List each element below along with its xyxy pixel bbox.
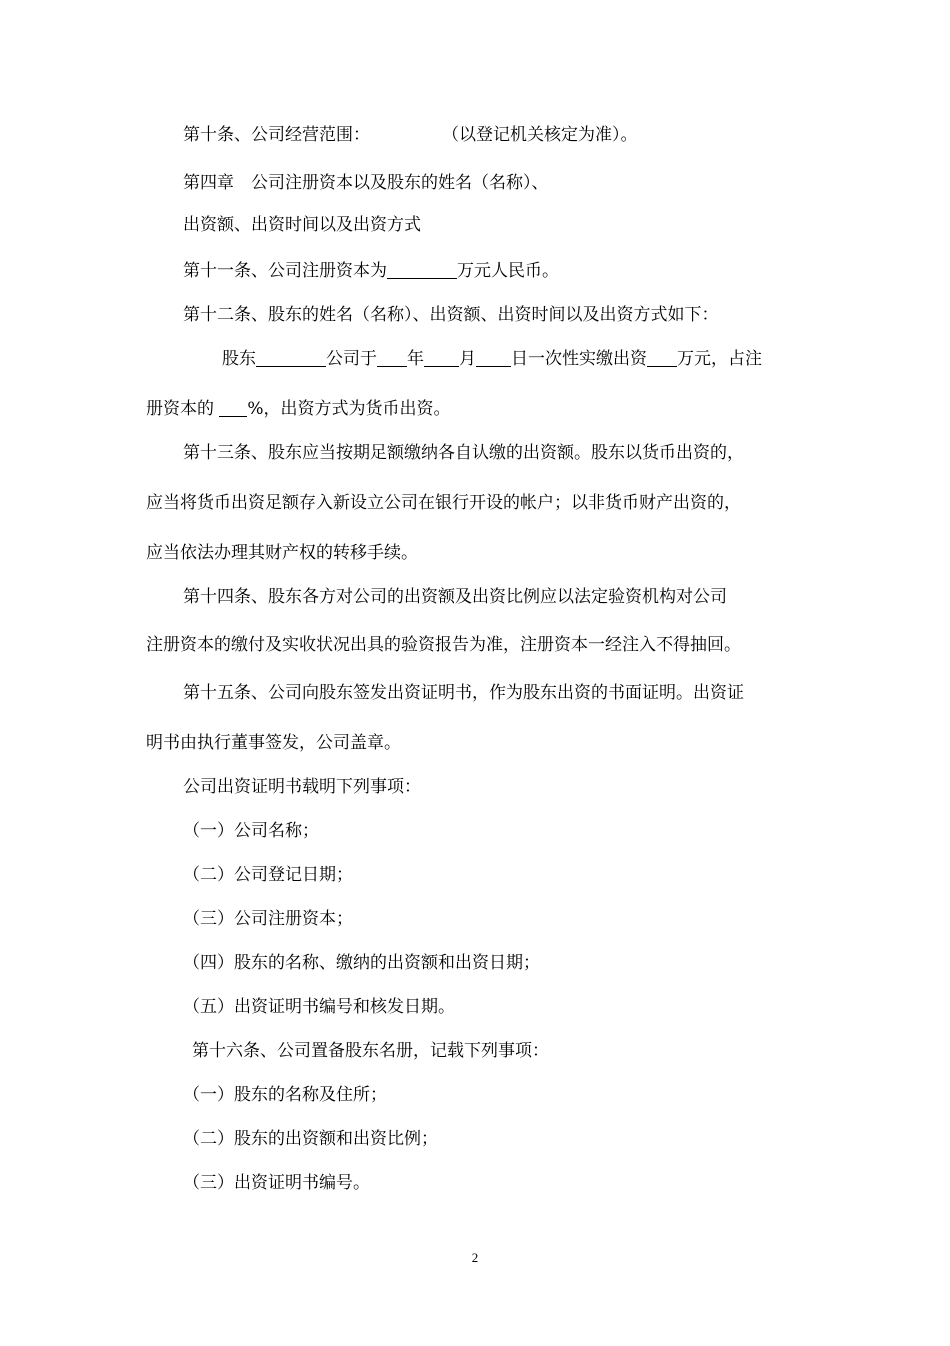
certificate-item: （四）股东的名称、缴纳的出资额和出资日期； [183, 953, 540, 973]
register-item: （三）出资证明书编号。 [183, 1173, 370, 1193]
month-text: 月 [459, 349, 476, 369]
article-10-label: 第十条、公司经营范围： [183, 125, 370, 145]
month-blank [424, 349, 459, 367]
percent-blank [219, 399, 247, 417]
article-11-post: 万元人民币。 [457, 261, 559, 281]
article-10-note: （以登记机关核定为准）。 [442, 125, 638, 145]
amount-blank [647, 349, 677, 367]
shareholder-name-blank [256, 349, 326, 367]
article-13-line2: 应当将货币出资足额存入新设立公司在银行开设的帐户；以非货币财产出资的， [146, 493, 741, 513]
year-blank [377, 349, 407, 367]
certificate-item: （三）公司注册资本； [183, 909, 353, 929]
certificate-item: （一）公司名称； [183, 821, 319, 841]
capital-amount-blank [387, 261, 457, 279]
certificate-item: （五）出资证明书编号和核发日期。 [183, 997, 455, 1017]
shareholder-line2 [146, 398, 451, 420]
year-text: 年 [407, 349, 424, 369]
article-13-line3: 应当依法办理其财产权的转移手续。 [146, 543, 418, 563]
day-blank [476, 349, 511, 367]
article-15-line2: 明书由执行董事签发，公司盖章。 [146, 733, 401, 753]
capital-of-text: 册资本的 [146, 399, 220, 419]
register-item: （二）股东的出资额和出资比例； [183, 1129, 438, 1149]
shareholder-line1 [222, 348, 762, 370]
chapter-4-heading-line2: 出资额、出资时间以及出资方式 [183, 215, 421, 235]
company-on-text: 公司于 [326, 349, 377, 369]
payment-method-text: %，出资方式为货币出资。 [247, 399, 451, 419]
certificate-intro: 公司出资证明书载明下列事项： [183, 777, 421, 797]
chapter-4-heading-line1: 第四章 公司注册资本以及股东的姓名（名称）、 [183, 173, 549, 193]
shareholder-label: 股东 [222, 349, 256, 369]
article-14-line2: 注册资本的缴付及实收状况出具的验资报告为准，注册资本一经注入不得抽回。 [146, 635, 741, 655]
article-12: 第十二条、股东的姓名（名称）、出资额、出资时间以及出资方式如下： [183, 305, 719, 325]
article-10 [183, 124, 638, 146]
article-14-line1: 第十四条、股东各方对公司的出资额及出资比例应以法定验资机构对公司 [183, 587, 727, 607]
article-11 [183, 260, 559, 282]
paid-in-text: 日一次性实缴出资 [511, 349, 647, 369]
article-11-pre: 第十一条、公司注册资本为 [183, 261, 387, 281]
page-number: 2 [471, 1250, 479, 1265]
article-15-line1: 第十五条、公司向股东签发出资证明书，作为股东出资的书面证明。出资证 [183, 683, 744, 703]
wan-yuan-text: 万元，占注 [677, 349, 762, 369]
article-13-line1: 第十三条、股东应当按期足额缴纳各自认缴的出资额。股东以货币出资的， [183, 443, 744, 463]
article-16: 第十六条、公司置备股东名册，记载下列事项： [192, 1041, 549, 1061]
register-item: （一）股东的名称及住所； [183, 1085, 387, 1105]
certificate-item: （二）公司登记日期； [183, 865, 353, 885]
